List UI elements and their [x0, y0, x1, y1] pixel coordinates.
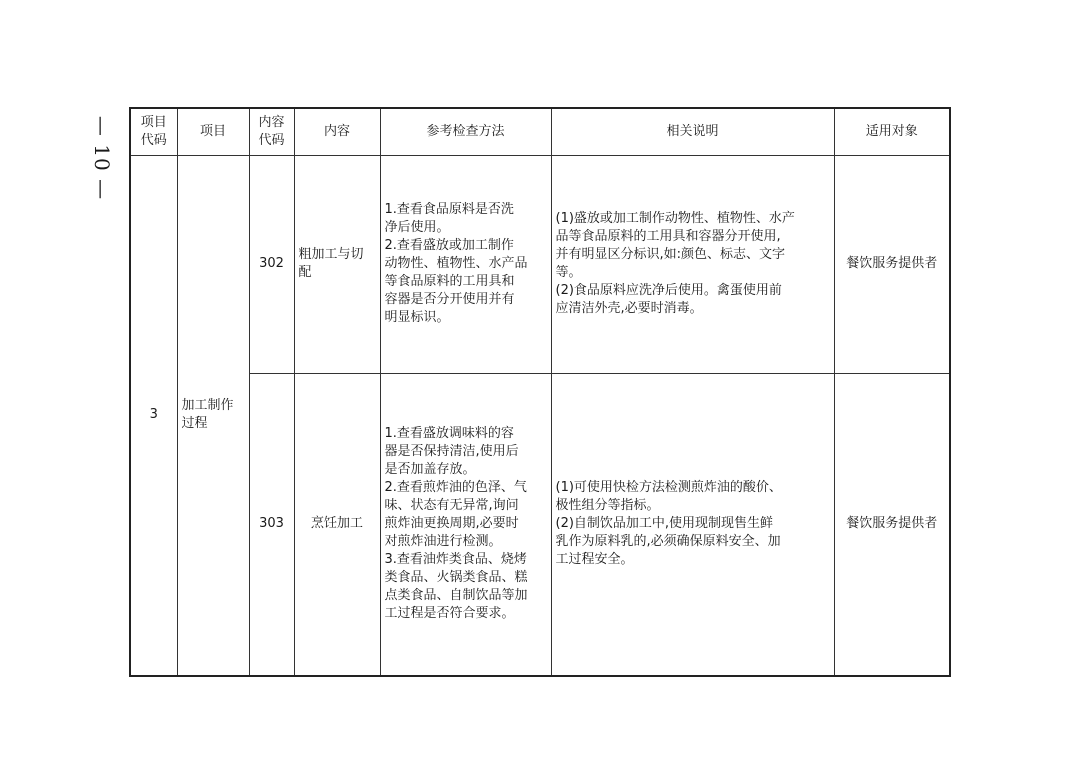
- content-line: 粗加工与切: [298, 247, 364, 262]
- note-line: 并有明显区分标识,如:颜色、标志、文字: [555, 247, 786, 262]
- header-content-code-line: 代码: [258, 132, 285, 148]
- method-line: 明显标识。: [384, 310, 450, 325]
- method-line: 器是否保持清洁,使用后: [384, 444, 519, 460]
- target-cell: 餐饮服务提供者: [834, 373, 950, 676]
- method-line: 2.查看盛放或加工制作: [384, 238, 514, 253]
- method-cell: [380, 373, 551, 676]
- header-note: 相关说明: [551, 108, 834, 155]
- header-row: [130, 108, 950, 155]
- header-target: 适用对象: [834, 108, 950, 155]
- method-line: 容器是否分开使用并有: [384, 292, 515, 307]
- note-line: (1)盛放或加工制作动物性、植物性、水产: [555, 211, 795, 226]
- method-line: 等食品原料的工用具和: [384, 274, 515, 289]
- header-content: 内容: [294, 108, 380, 155]
- item-code-cell: 3: [130, 155, 177, 676]
- note-line: (2)食品原料应洗净后使用。禽蛋使用前: [555, 283, 782, 298]
- header-content-code-line: 内容: [258, 114, 285, 130]
- method-line: 是否加盖存放。: [384, 462, 476, 478]
- method-line: 类食品、火锅类食品、糕: [384, 570, 528, 586]
- method-line: 味、状态有无异常,询问: [384, 498, 519, 514]
- inspection-table: [129, 107, 951, 677]
- target-cell: 餐饮服务提供者: [834, 155, 950, 373]
- content-cell: [294, 373, 380, 676]
- item-name-line: 过程: [181, 416, 208, 432]
- note-cell: [551, 155, 834, 373]
- note-line: (1)可使用快检方法检测煎炸油的酸价、: [555, 480, 782, 496]
- note-line: 工过程安全。: [555, 552, 634, 568]
- note-line: 乳作为原料乳的,必须确保原料安全、加: [555, 534, 781, 550]
- note-line: (2)自制饮品加工中,使用现制现售生鲜: [555, 516, 774, 532]
- table-row: [130, 155, 950, 373]
- method-line: 动物性、植物性、水产品: [384, 256, 528, 271]
- item-name-line: 加工制作: [181, 398, 234, 414]
- note-line: 应清洁外壳,必要时消毒。: [555, 301, 703, 316]
- note-line: 等。: [555, 265, 582, 280]
- method-line: 净后使用。: [384, 220, 450, 235]
- page-number-text: — 10 —: [90, 115, 115, 201]
- header-item-code-line: 代码: [140, 132, 167, 148]
- header-item-code-line: 项目: [140, 114, 167, 130]
- note-line: 极性组分等指标。: [555, 498, 660, 514]
- header-method: 参考检查方法: [380, 108, 551, 155]
- item-name-cell: [177, 155, 249, 676]
- method-line: 对煎炸油进行检测。: [384, 534, 502, 550]
- content-code-cell: 303: [249, 373, 294, 676]
- header-item-code: [130, 108, 177, 155]
- page-number: [85, 115, 119, 201]
- content-line: 配: [298, 265, 312, 280]
- note-cell: [551, 373, 834, 676]
- method-line: 3.查看油炸类食品、烧烤: [384, 552, 527, 568]
- content-code-cell: 302: [249, 155, 294, 373]
- content-line: 烹饪加工: [310, 516, 363, 532]
- method-line: 点类食品、自制饮品等加: [384, 588, 528, 604]
- header-content-code: [249, 108, 294, 155]
- method-line: 工过程是否符合要求。: [384, 606, 515, 622]
- content-cell: [294, 155, 380, 373]
- header-item: 项目: [177, 108, 249, 155]
- method-line: 1.查看盛放调味料的容: [384, 426, 514, 442]
- method-line: 1.查看食品原料是否洗: [384, 202, 514, 217]
- method-line: 2.查看煎炸油的色泽、气: [384, 480, 527, 496]
- table-row: [130, 373, 950, 676]
- method-cell: [380, 155, 551, 373]
- method-line: 煎炸油更换周期,必要时: [384, 516, 519, 532]
- note-line: 品等食品原料的工用具和容器分开使用,: [555, 229, 781, 244]
